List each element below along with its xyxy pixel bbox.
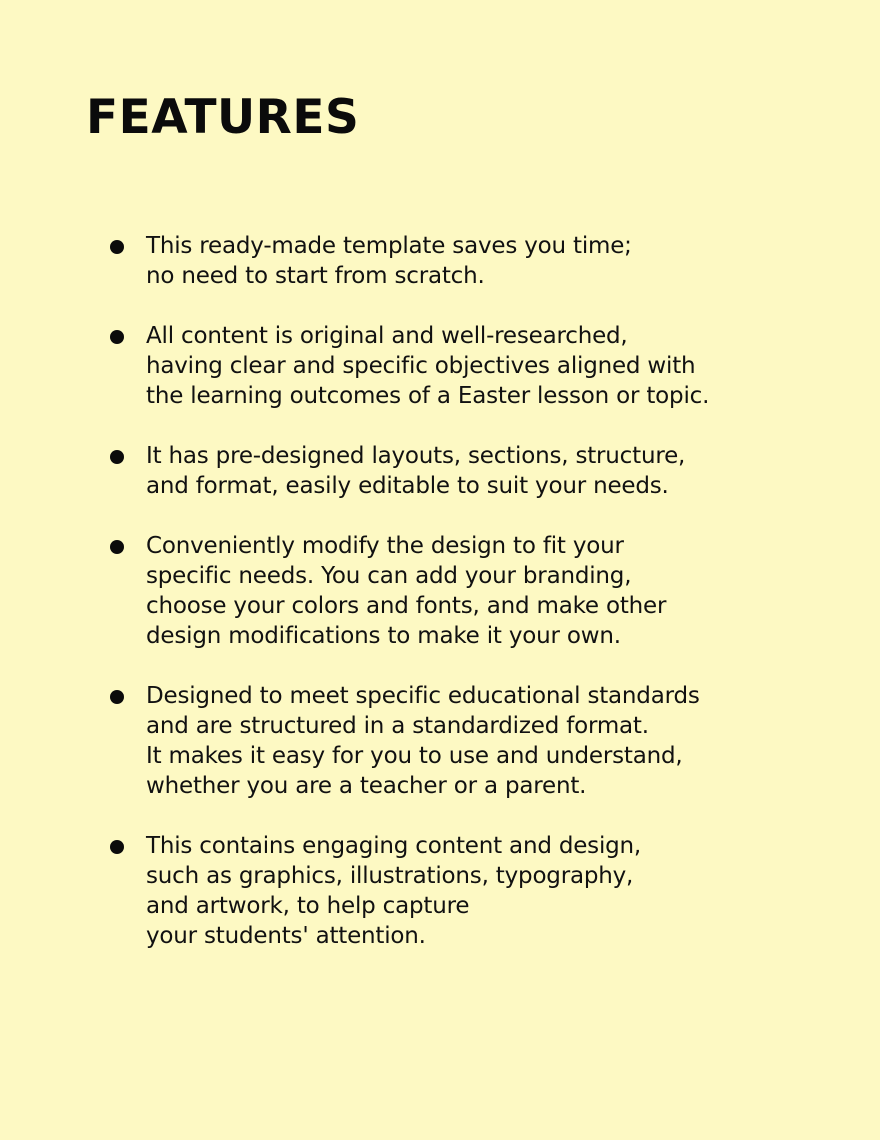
bullet-icon [110,240,124,254]
feature-item [0,321,880,411]
feature-line: Designed to meet specific educational standards [146,683,700,709]
bullet-icon [110,450,124,464]
feature-line: This ready-made template saves you time; [146,233,632,259]
feature-line: no need to start from scratch. [146,263,485,289]
bullet-icon [110,540,124,554]
feature-line: design modifications to make it your own. [146,623,621,649]
feature-line: All content is original and well-researched, [146,323,628,349]
feature-text [146,531,880,651]
feature-item [0,531,880,651]
feature-text [146,231,880,291]
page-title: FEATURES [86,90,360,145]
feature-item [0,441,880,501]
feature-text [146,831,880,951]
feature-line: and format, easily editable to suit your needs. [146,473,669,499]
bullet-icon [110,330,124,344]
feature-line: the learning outcomes of a Easter lesson or topic. [146,383,710,409]
features-list [0,231,880,981]
feature-line: having clear and specific objectives aligned with [146,353,696,379]
feature-line: It makes it easy for you to use and understand, [146,743,683,769]
feature-line: such as graphics, illustrations, typography, [146,863,634,889]
feature-line: and are structured in a standardized format. [146,713,649,739]
feature-line: specific needs. You can add your branding, [146,563,632,589]
feature-line: your students' attention. [146,923,426,949]
bullet-icon [110,690,124,704]
feature-item [0,681,880,801]
feature-line: It has pre-designed layouts, sections, structure, [146,443,686,469]
feature-text [146,441,880,501]
feature-line: whether you are a teacher or a parent. [146,773,587,799]
feature-text [146,681,880,801]
bullet-icon [110,840,124,854]
feature-text [146,321,880,411]
feature-line: This contains engaging content and design, [146,833,642,859]
feature-item [0,231,880,291]
feature-line: Conveniently modify the design to fit your [146,533,624,559]
feature-line: choose your colors and fonts, and make other [146,593,667,619]
feature-line: and artwork, to help capture [146,893,470,919]
feature-item [0,831,880,951]
